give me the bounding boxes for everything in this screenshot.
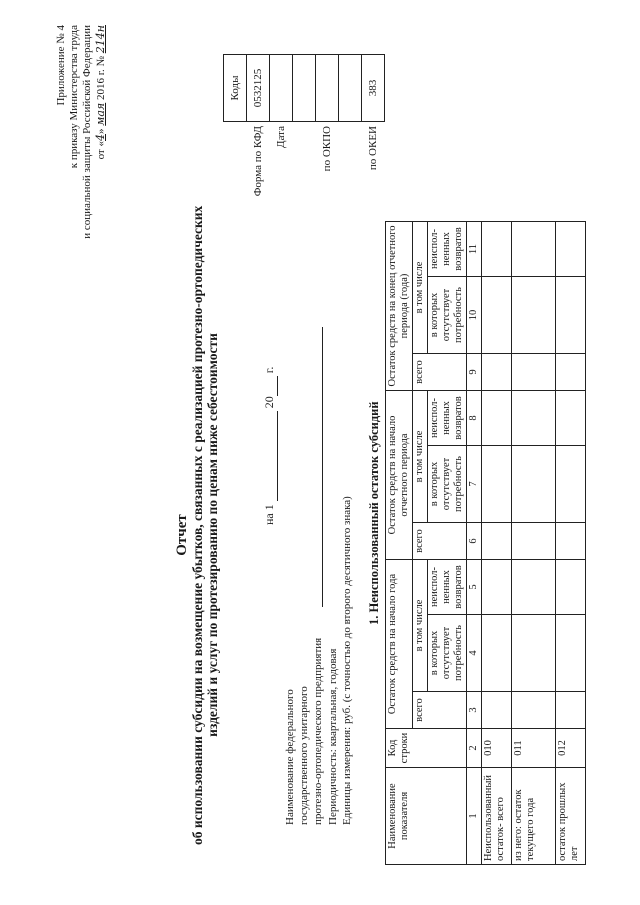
value-cell[interactable]	[512, 277, 556, 354]
codes-label: Дата	[275, 126, 287, 148]
value-cell[interactable]	[482, 523, 512, 560]
codes-label: по ОКПО	[321, 126, 333, 172]
col-number: 8	[467, 391, 482, 446]
col-header-total: всего	[413, 692, 467, 729]
value-cell[interactable]	[512, 523, 556, 560]
codes-label	[339, 122, 362, 341]
unused-balance-table	[385, 221, 586, 865]
value-cell[interactable]	[556, 615, 586, 692]
col-header-end: Остаток средств на конец отчетного периода (года)	[386, 222, 413, 391]
value-cell[interactable]	[482, 391, 512, 446]
appendix-line: и социальной защиты Российской Федерации	[81, 25, 93, 239]
value-cell[interactable]	[482, 354, 512, 391]
codes-header: Коды	[224, 55, 247, 122]
col-number: 7	[467, 446, 482, 523]
appendix-line: Приложение № 4	[55, 25, 67, 106]
codes-table	[223, 54, 385, 340]
codes-value[interactable]	[316, 55, 339, 122]
units-label: Единицы измерения: руб. (с точностью до второго десятичного знака)	[341, 496, 353, 825]
col-header-start: Остаток средств на начало года	[386, 560, 413, 729]
codes-value[interactable]	[293, 55, 316, 122]
value-cell[interactable]	[482, 560, 512, 615]
col-header-nonret: неиспол-ненных возвратов	[428, 391, 467, 446]
col-number: 1	[467, 768, 482, 865]
handwritten-number: 214н	[94, 25, 107, 54]
codes-label: по ОКЕИ	[367, 126, 379, 171]
appendix-note	[55, 25, 108, 325]
value-cell[interactable]	[512, 222, 556, 277]
col-header-need: в которых отсутствует потребность	[428, 446, 467, 523]
date-blank-year[interactable]	[262, 376, 278, 396]
row-label: из него: остаток текущего года	[512, 768, 556, 865]
codes-value[interactable]	[339, 55, 362, 122]
value-cell[interactable]	[556, 354, 586, 391]
row-label: остаток прошлых лет	[556, 768, 586, 865]
col-header-incl: в том числе	[413, 222, 428, 354]
value-cell[interactable]	[512, 446, 556, 523]
table-row	[482, 222, 512, 865]
report-title	[174, 205, 220, 845]
value-cell[interactable]	[512, 391, 556, 446]
value-cell[interactable]	[482, 277, 512, 354]
value-cell[interactable]	[512, 354, 556, 391]
value-cell[interactable]	[482, 692, 512, 729]
table-row	[556, 222, 586, 865]
col-number: 3	[467, 692, 482, 729]
col-header-name: Наименование показателя	[386, 768, 467, 865]
col-number: 5	[467, 560, 482, 615]
value-cell[interactable]	[556, 523, 586, 560]
col-header-code: Код строки	[386, 729, 467, 768]
row-label: Неиспользованный остаток- всего	[482, 768, 512, 865]
title-line: изделий и услуг по протезированию по ценам ниже себестоимости	[205, 333, 220, 737]
column-number-row	[467, 222, 482, 865]
col-number: 4	[467, 615, 482, 692]
col-header-period: Остаток средств на начало отчетного периода	[386, 391, 413, 560]
org-name-blank[interactable]	[322, 327, 323, 607]
col-header-incl: в том числе	[413, 391, 428, 523]
col-header-nonret: неиспол-ненных возвратов	[428, 222, 467, 277]
value-cell[interactable]	[556, 391, 586, 446]
row-code: 011	[512, 729, 556, 768]
handwritten-month: мая	[94, 102, 107, 126]
org-label: Наименование федерального	[284, 689, 296, 825]
appendix-line: к приказу Министерства труда	[68, 25, 80, 169]
handwritten-day: 4	[94, 134, 107, 141]
value-cell[interactable]	[556, 692, 586, 729]
row-code: 010	[482, 729, 512, 768]
codes-value[interactable]: 383	[362, 55, 385, 122]
value-cell[interactable]	[556, 277, 586, 354]
value-cell[interactable]	[556, 222, 586, 277]
title-line: об использовании субсидии на возмещение убытков, связанных с реализацией протезно-ортопедических	[190, 205, 205, 845]
col-number: 11	[467, 222, 482, 277]
codes-label: Форма по КФД	[252, 126, 264, 197]
report-date-line: на 1 20 г.	[262, 366, 276, 525]
col-number: 2	[467, 729, 482, 768]
codes-value[interactable]	[270, 55, 293, 122]
periodicity-label: Периодичность: квартальная, годовая	[327, 648, 339, 825]
value-cell[interactable]	[556, 446, 586, 523]
value-cell[interactable]	[512, 615, 556, 692]
value-cell[interactable]	[482, 222, 512, 277]
col-header-need: в которых отсутствует потребность	[428, 277, 467, 354]
date-blank-month[interactable]	[262, 411, 278, 501]
col-number: 9	[467, 354, 482, 391]
row-code: 012	[556, 729, 586, 768]
col-header-total: всего	[413, 354, 467, 391]
value-cell[interactable]	[482, 446, 512, 523]
col-header-incl: в том числе	[413, 560, 428, 692]
title-line: Отчет	[174, 514, 190, 556]
org-label: протезно-ортопедического предприятия	[312, 637, 324, 825]
col-header-total: всего	[413, 523, 467, 560]
section-heading: 1. Неиспользованный остаток субсидий	[367, 401, 381, 625]
org-label: государственного унитарного	[298, 686, 310, 825]
col-number: 6	[467, 523, 482, 560]
value-cell[interactable]	[482, 615, 512, 692]
appendix-date-line: от «4» мая 2016 г. № 214н	[94, 25, 107, 160]
value-cell[interactable]	[556, 560, 586, 615]
value-cell[interactable]	[512, 560, 556, 615]
col-header-nonret: неиспол-ненных возвратов	[428, 560, 467, 615]
table-row	[512, 222, 556, 865]
codes-value[interactable]: 0532125	[247, 55, 270, 122]
col-number: 10	[467, 277, 482, 354]
value-cell[interactable]	[512, 692, 556, 729]
col-header-need: в которых отсутствует потребность	[428, 615, 467, 692]
codes-label	[293, 122, 316, 341]
